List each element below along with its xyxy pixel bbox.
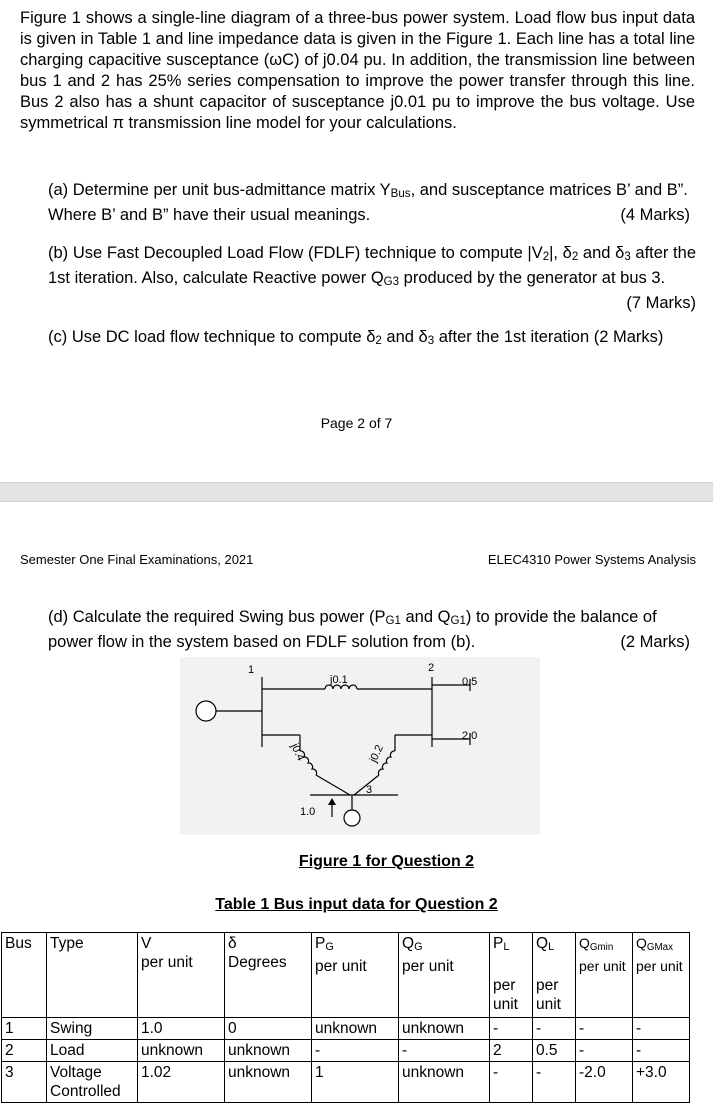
row-1-pg: unknown	[312, 1018, 399, 1040]
load-p-value: 2.0	[462, 730, 478, 742]
generator-3-value: 1.0	[300, 806, 316, 818]
table-row	[2, 1062, 690, 1103]
row-2-type: Load	[47, 1040, 138, 1062]
row-2-pl: 2	[490, 1040, 533, 1062]
row-1-ql: -	[533, 1018, 576, 1040]
generator-1-symbol	[196, 701, 216, 721]
figure-caption: Figure 1 for Question 2	[298, 853, 475, 870]
row-3-v: 1.02	[138, 1062, 225, 1103]
table-row	[2, 1018, 690, 1040]
row-3-delta: unknown	[225, 1062, 312, 1103]
row-3-qg: unknown	[399, 1062, 490, 1103]
question-a: (a) Determine per unit bus-admittance matrix $Y_{Bus}$, and susceptance matrices B’ and B”. Where B’ and B” have their usual meanings. (4 Marks)	[48, 181, 690, 224]
bus-3-label: 3	[366, 784, 373, 796]
line-12-impedance: j0.1	[330, 674, 348, 686]
row-1-pl: -	[490, 1018, 533, 1040]
question-d-marks: (2 Marks)	[620, 633, 690, 651]
question-c: (c) Use DC load flow technique to compute $\delta_2$ and $\delta_3$ after the 1st iteration (2 Marks)	[48, 328, 664, 347]
header-qgmin: $Q_{Gmin}$ per unit	[576, 933, 633, 1018]
header-type: Type	[47, 933, 138, 1018]
row-2-ql: 0.5	[533, 1040, 576, 1062]
header-qg: $Q_G$ per unit	[399, 933, 490, 1018]
question-a-marks: (4 Marks)	[620, 206, 690, 224]
header-pl: $P_L$ per unit	[490, 933, 533, 1018]
generator-3-symbol	[344, 810, 360, 826]
row-3-pg: 1	[312, 1062, 399, 1103]
intro-paragraph: Figure 1 shows a single-line diagram of a three-bus power system. Load flow bus input data is given in Table 1 and line impedance data is given in the Figure 1. Each line has a total line charging capacitive susceptance (ωC) of j0.04 pu. In addition, the transmission line between bus 1 and 2 has 25% series compensation to improve the power transfer through this line. Bus 2 also has a shunt capacitor of susceptance j0.01 pu to improve the bus voltage. Use symmetrical π transmission line model for your calculations.	[20, 9, 695, 132]
question-b: (b) Use Fast Decoupled Load Flow (FDLF) technique to compute $|V_2|$, $\delta_2$ and $\delta_3$ after the 1st iteration. Also, calculate Reactive power $Q_{G3}$ produced by the generator at bus 3. (7 Marks)	[48, 244, 696, 312]
bus-2-label: 2	[428, 662, 435, 674]
line-23-impedance: j0.2	[367, 743, 386, 765]
exam-header-right: ELEC4310 Power Systems Analysis	[487, 552, 696, 567]
header-pg: $P_G$ per unit	[312, 933, 399, 1018]
header-bus: Bus	[2, 933, 47, 1018]
bus-data-table	[1, 932, 690, 1103]
row-1-qgmin: -	[576, 1018, 633, 1040]
row-3-qgmax: +3.0	[633, 1062, 690, 1103]
line-13-impedance: j0.4	[288, 741, 307, 763]
row-1-qgmax: -	[633, 1018, 690, 1040]
bus-1-label: 1	[248, 664, 255, 676]
page-separator	[0, 482, 713, 502]
page-number: Page 2 of 7	[320, 415, 393, 431]
row-1-v: 1.0	[138, 1018, 225, 1040]
row-1-type: Swing	[47, 1018, 138, 1040]
header-delta: δ Degrees	[225, 933, 312, 1018]
row-1-qg: unknown	[399, 1018, 490, 1040]
row-2-delta: unknown	[225, 1040, 312, 1062]
row-1-bus: 1	[2, 1018, 47, 1040]
question-d: (d) Calculate the required Swing bus power ($P_{G1}$ and $Q_{G1}$) to provide the balance of power flow in the system based on FDLF solution from (b). (2 Marks)	[48, 608, 690, 651]
row-2-bus: 2	[2, 1040, 47, 1062]
exam-header-left: Semester One Final Examinations, 2021	[20, 552, 254, 567]
row-2-qgmax: -	[633, 1040, 690, 1062]
row-1-delta: 0	[225, 1018, 312, 1040]
row-3-qgmin: -2.0	[576, 1062, 633, 1103]
header-qgmax: $Q_{GMax}$ per unit	[633, 933, 690, 1018]
diagram-background	[180, 657, 540, 835]
question-b-marks: (7 Marks)	[626, 294, 696, 312]
row-3-pl: -	[490, 1062, 533, 1103]
header-ql: $Q_L$ per unit	[533, 933, 576, 1018]
row-2-qgmin: -	[576, 1040, 633, 1062]
row-2-v: unknown	[138, 1040, 225, 1062]
row-3-type: Voltage Controlled	[47, 1062, 138, 1103]
row-2-pg: -	[312, 1040, 399, 1062]
table-caption: Table 1 Bus input data for Question 2	[215, 896, 498, 913]
header-v: V per unit	[138, 933, 225, 1018]
table-row	[2, 1040, 690, 1062]
load-q-value: 0.5	[462, 676, 478, 688]
row-3-ql: -	[533, 1062, 576, 1103]
row-3-bus: 3	[2, 1062, 47, 1103]
row-2-qg: -	[399, 1040, 490, 1062]
table-header-row	[2, 933, 690, 1018]
single-line-diagram	[170, 655, 550, 855]
